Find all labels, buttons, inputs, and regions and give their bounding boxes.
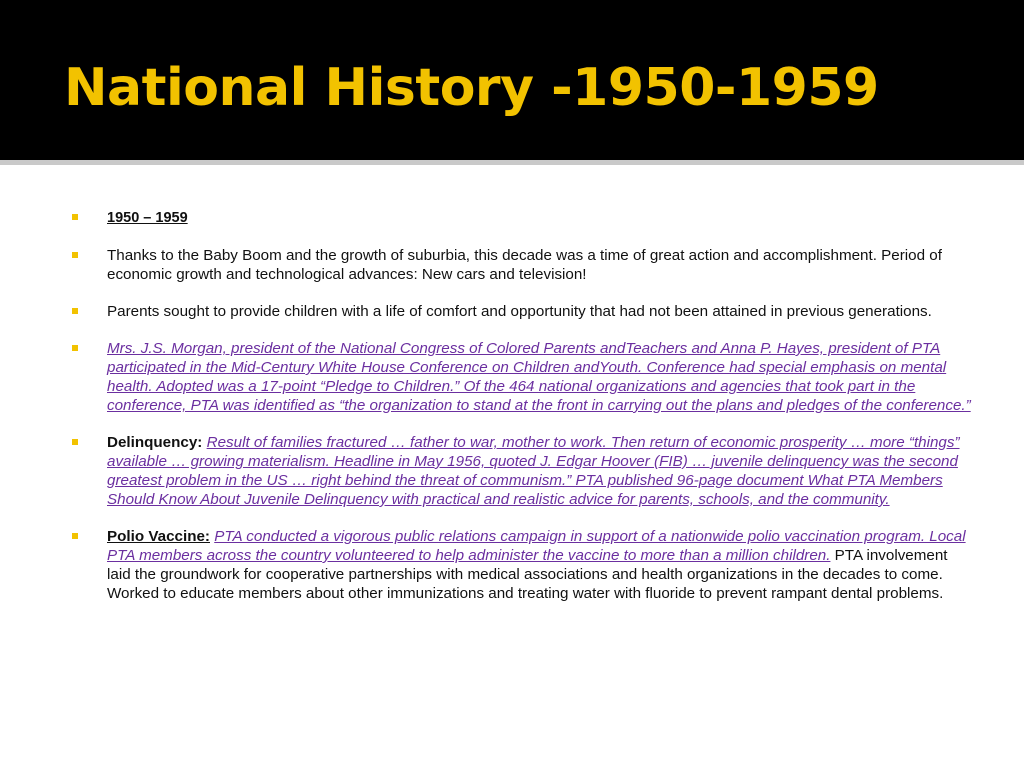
delinquency-link[interactable]: Result of families fractured … father to war, mother to work. Then return of economic prosperity … more “things” available … growing materialism. Headline in May 1956, quoted J. Edgar Hoover (FIB) … juvenile delinquency was the second greatest problem in the US … right behind the threat of communism.” PTA published 96-page document What PTA Members Should Know About Juvenile Delinquency with practical and realistic advice for parents, schools, and the community.: [107, 434, 960, 508]
bullet-item-parents: [72, 302, 972, 321]
polio-vaccine-link[interactable]: PTA conducted a vigorous public relations campaign in support of a nationwide polio vaccination program. Local PTA members across the country volunteered to help administer the vaccine to more than a million children.: [107, 528, 966, 564]
bullet-item-white-house-conference: [72, 339, 972, 415]
title-divider: [0, 160, 1024, 165]
square-bullet-icon: [72, 214, 78, 220]
bullet-item-baby-boom: [72, 246, 972, 284]
baby-boom-text: Thanks to the Baby Boom and the growth of suburbia, this decade was a time of great action and accomplishment. Period of economic growth and technological advances: New cars and television!: [107, 247, 942, 283]
polio-vaccine-label: Polio Vaccine:: [107, 528, 210, 545]
bullet-item-delinquency: [72, 433, 972, 509]
parents-text: Parents sought to provide children with a life of comfort and opportunity that had not been attained in previous generations.: [107, 303, 932, 320]
bullet-item-decade: [72, 208, 972, 228]
decade-heading: 1950 – 1959: [107, 210, 188, 226]
delinquency-label: Delinquency:: [107, 434, 203, 451]
square-bullet-icon: [72, 533, 78, 539]
polio-vaccine-text: PTA involvement laid the groundwork for cooperative partnerships with medical associations and health organizations in the decades to come. Worked to educate members about other immunizations and treating water with fluoride to prevent rampant dental problems.: [107, 547, 948, 602]
white-house-conference-link[interactable]: Mrs. J.S. Morgan, president of the National Congress of Colored Parents andTeachers and Anna P. Hayes, president of PTA participated in the Mid-Century White House Conference on Children andYouth. Conference had special emphasis on mental health. Adopted was a 17-point “Pledge to Children.” Of the 464 national organizations and agencies that took part in the conference, PTA was identified as “the organization to stand at the front in carrying out the plans and pledges of the conference.”: [107, 340, 971, 414]
bullet-list: [72, 208, 972, 621]
slide-title: National History -1950-1959: [64, 58, 879, 118]
square-bullet-icon: [72, 345, 78, 351]
square-bullet-icon: [72, 252, 78, 258]
square-bullet-icon: [72, 308, 78, 314]
square-bullet-icon: [72, 439, 78, 445]
bullet-item-polio-vaccine: [72, 527, 972, 603]
